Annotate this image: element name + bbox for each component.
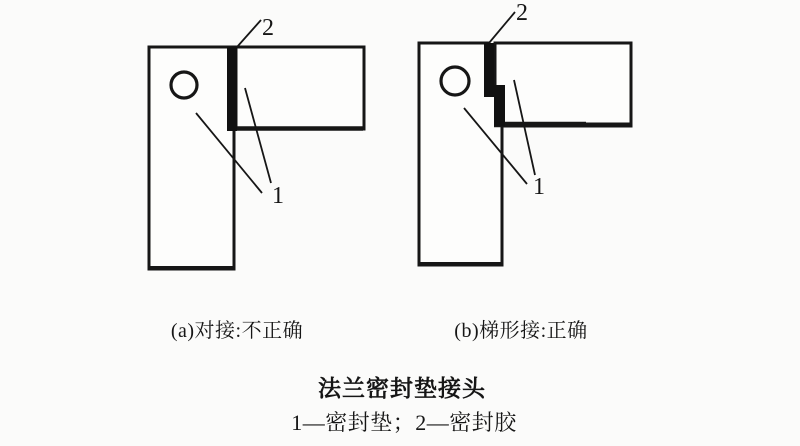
caption-butt-joint: (a)对接:不正确	[170, 320, 304, 342]
leader-line-2-b	[489, 12, 515, 43]
diagram-a	[149, 15, 364, 269]
callout-sealant-b: 2	[516, 0, 528, 26]
bolt-hole-a	[171, 72, 197, 98]
caption-step-joint: (b)梯形接:正确	[454, 320, 588, 342]
callout-sealant-a: 2	[262, 15, 274, 41]
figure-title: 法兰密封垫接头	[318, 376, 486, 401]
callout-gasket-b: 1	[533, 174, 545, 200]
figure-legend: 1—密封垫；2—密封胶	[291, 410, 517, 435]
gasket-butt-joint-a	[227, 47, 237, 131]
leader-line-2-a	[237, 20, 261, 47]
diagram-b	[419, 0, 631, 265]
flange-horizontal-a	[236, 47, 364, 129]
bolt-hole-b	[441, 67, 469, 95]
callout-gasket-a: 1	[272, 183, 284, 209]
